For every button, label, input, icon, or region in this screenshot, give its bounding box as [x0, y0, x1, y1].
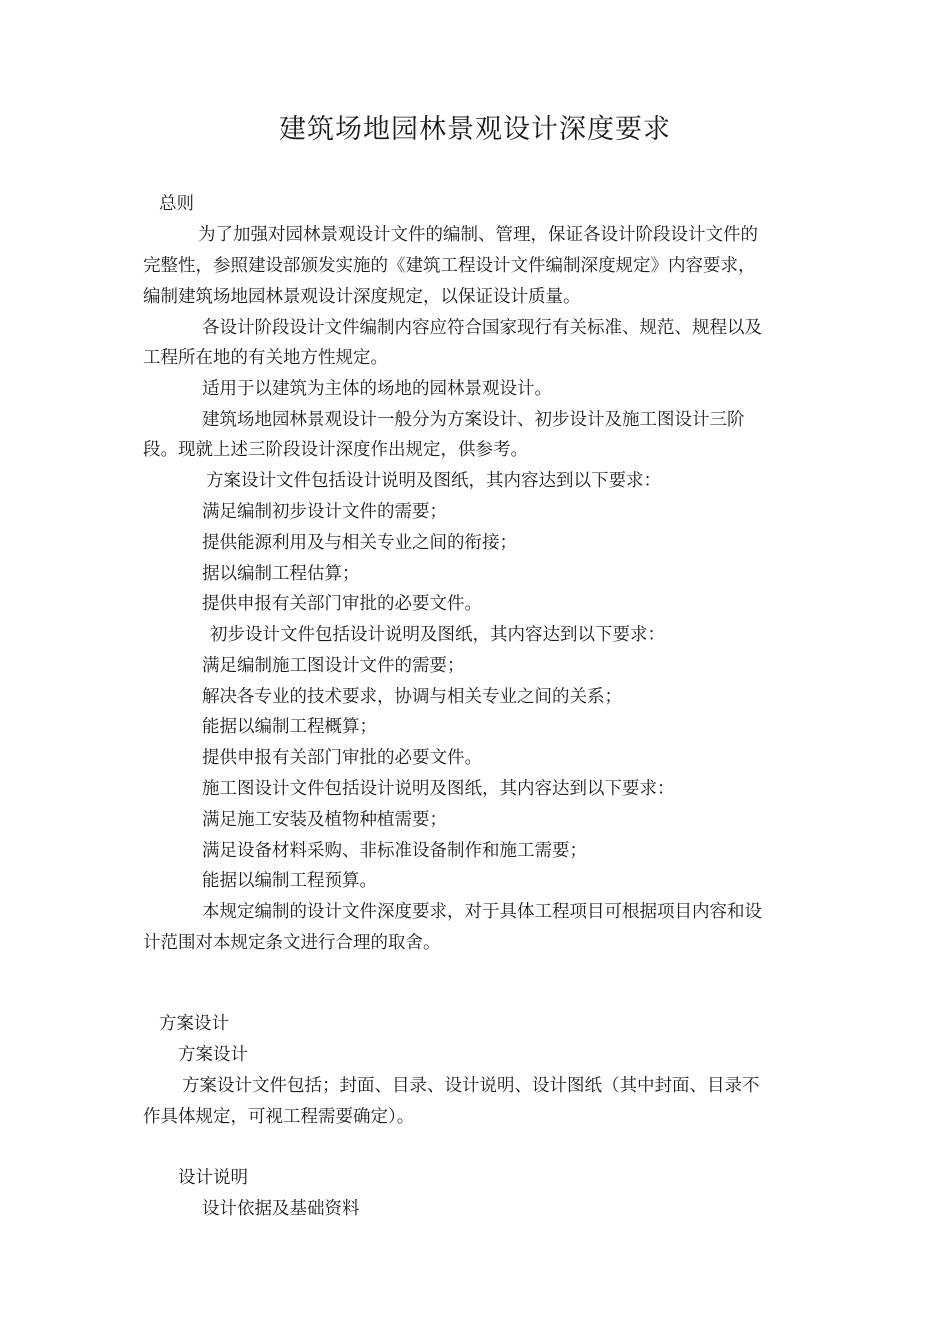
list-item: 满足设备材料采购、非标准设备制作和施工需要； [202, 841, 587, 861]
list-item: 能据以编制工程预算。 [202, 871, 377, 891]
section-heading-scheme: 方案设计 [159, 1014, 229, 1034]
list-item: 提供能源利用及与相关专业之间的衔接； [202, 533, 517, 553]
list-item: 解决各专业的技术要求，协调与相关专业之间的关系； [202, 687, 622, 707]
document-title: 建筑场地园林景观设计深度要求 [279, 114, 671, 145]
paragraph-line: 为了加强对园林景观设计文件的编制、管理，保证各设计阶段设计文件的 [198, 225, 758, 245]
paragraph-line: 工程所在地的有关地方性规定。 [143, 348, 388, 368]
list-item: 提供申报有关部门审批的必要文件。 [202, 594, 482, 614]
paragraph-line: 完整性，参照建设部颁发实施的《建筑工程设计文件编制深度规定》内容要求， [143, 256, 756, 276]
paragraph-line: 计范围对本规定条文进行合理的取舍。 [143, 933, 441, 953]
paragraph-line: 各设计阶段设计文件编制内容应符合国家现行有关标准、规范、规程以及 [202, 318, 762, 338]
list-heading: 施工图设计文件包括设计说明及图纸，其内容达到以下要求： [202, 779, 675, 799]
list-item: 满足施工安装及植物种植需要； [202, 810, 447, 830]
paragraph-line: 作具体规定，可视工程需要确定）。 [143, 1107, 415, 1127]
list-item: 能据以编制工程概算； [202, 717, 377, 737]
subsection-heading: 方案设计 [178, 1045, 248, 1065]
subsection-heading: 设计说明 [178, 1168, 248, 1188]
paragraph-line: 段。现就上述三阶段设计深度作出规定，供参考。 [143, 440, 528, 460]
paragraph-line: 建筑场地园林景观设计一般分为方案设计、初步设计及施工图设计三阶 [202, 410, 745, 430]
list-item: 满足编制初步设计文件的需要； [202, 502, 447, 522]
list-item: 满足编制施工图设计文件的需要； [202, 656, 465, 676]
paragraph-line: 方案设计文件包括；封面、目录、设计说明、设计图纸（其中封面、目录不 [182, 1076, 760, 1096]
sub-subsection-heading: 设计依据及基础资料 [202, 1199, 360, 1219]
paragraph-line: 本规定编制的设计文件深度要求，对于具体工程项目可根据项目内容和设 [202, 902, 762, 922]
list-item: 据以编制工程估算； [202, 564, 360, 584]
list-item: 提供申报有关部门审批的必要文件。 [202, 748, 482, 768]
paragraph-line: 适用于以建筑为主体的场地的园林景观设计。 [202, 379, 552, 399]
list-heading: 初步设计文件包括设计说明及图纸，其内容达到以下要求： [210, 625, 665, 645]
section-heading-general: 总则 [159, 194, 194, 214]
paragraph-line: 编制建筑场地园林景观设计深度规定，以保证设计质量。 [143, 287, 581, 307]
list-heading: 方案设计文件包括设计说明及图纸，其内容达到以下要求： [206, 471, 661, 491]
